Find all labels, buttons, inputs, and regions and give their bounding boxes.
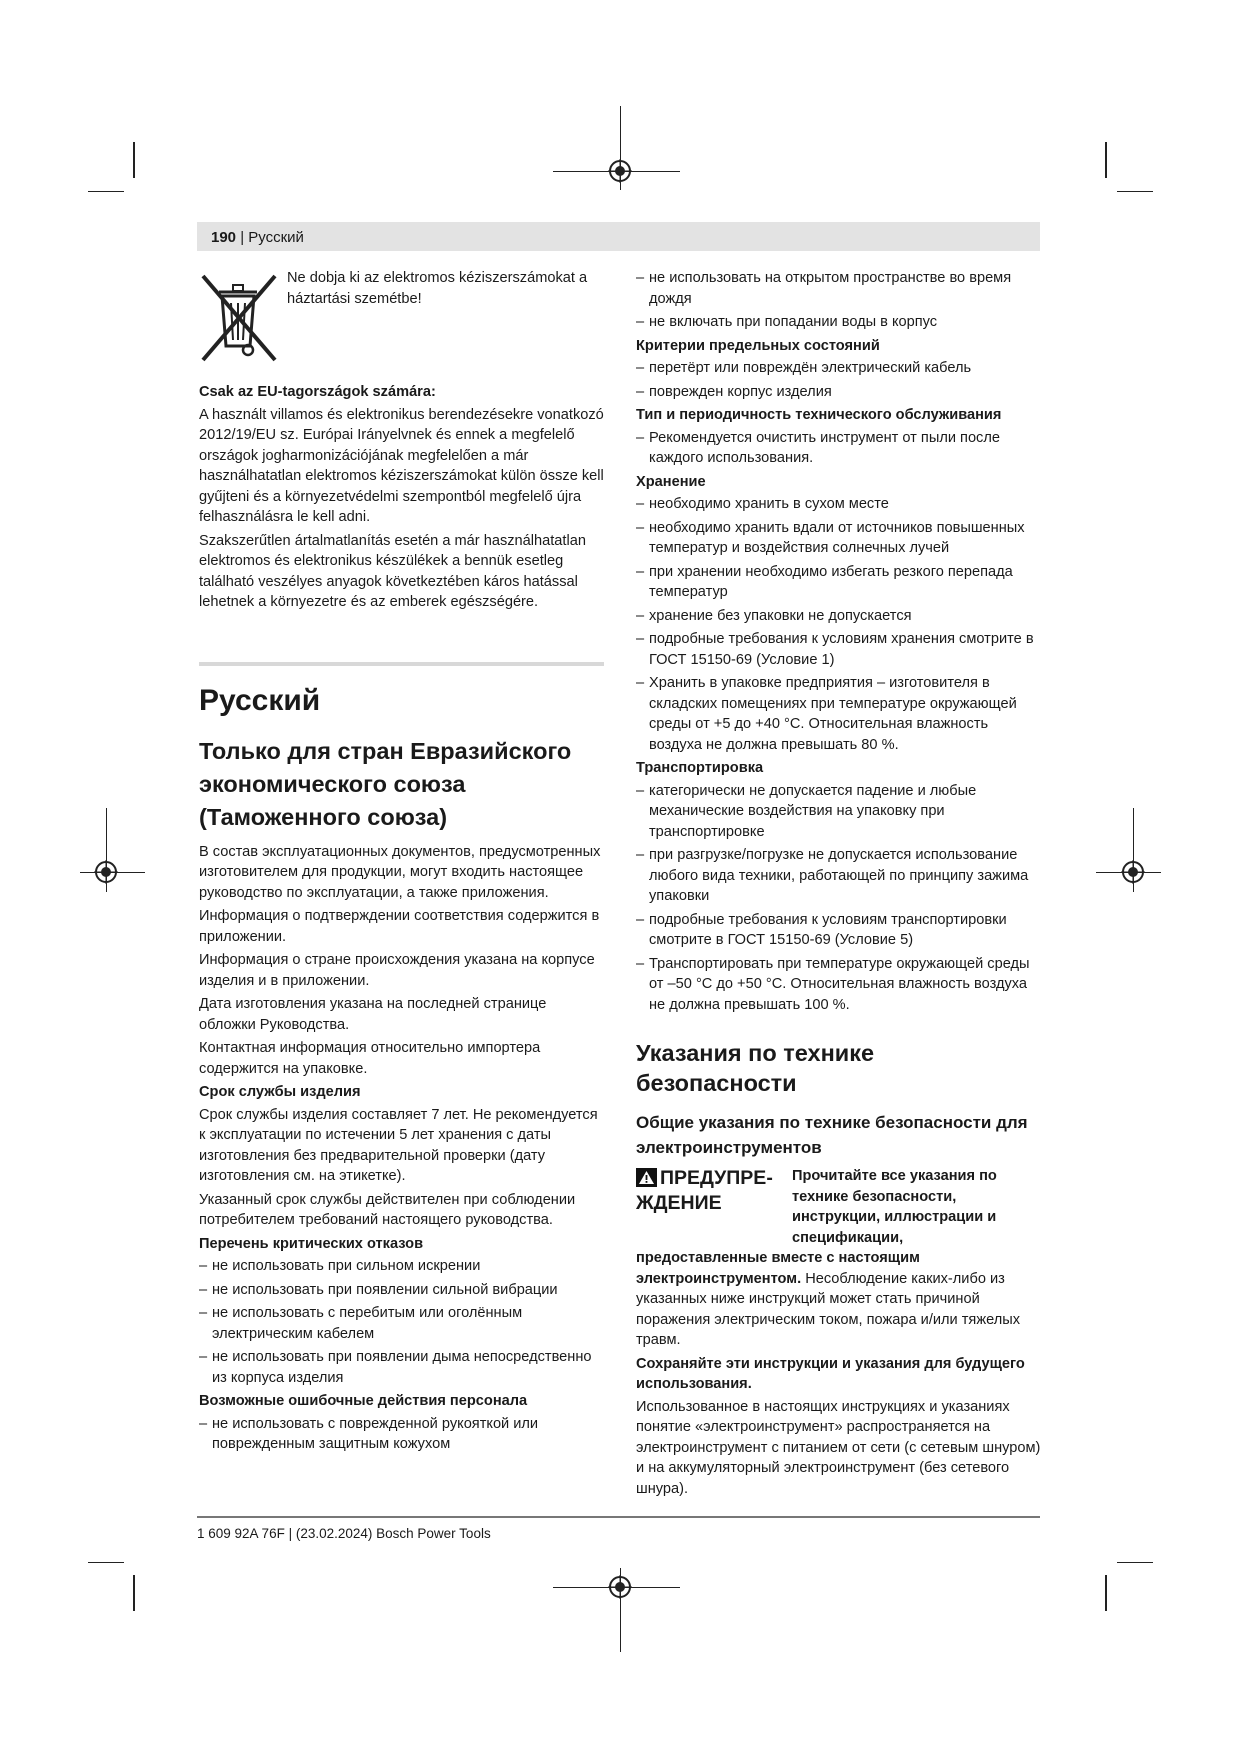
- weee-notice-text: Ne dobja ki az elektromos kéziszerszámokat a háztartási szemétbe!: [287, 270, 588, 307]
- list-item: – категорически не допускается падение и любые механические воздействия на упаковку при транспортировке: [636, 782, 977, 840]
- list-item: – подробные требования к условиям хранения смотрите в ГОСТ 15150-69 (Условие 1): [636, 631, 1034, 668]
- general-safety-heading: Общие указания по технике безопасности для электроинструментов: [636, 1113, 1028, 1157]
- footer-rule: [197, 1516, 1040, 1518]
- language-title: Русский: [199, 683, 321, 717]
- crop-mark: [1105, 142, 1107, 178]
- right-column: [636, 268, 1041, 1502]
- service-life-heading: Срок службы изделия: [199, 1084, 361, 1100]
- list-item: – Транспортировать при температуре окружающей среды от –50 °C до +50 °C. Относительная влажность воздуха не должна превышать 100 %.: [636, 955, 1030, 1013]
- crop-mark: [1105, 1575, 1107, 1611]
- list-item: – не включать при попадании воды в корпус: [636, 314, 938, 330]
- list-item: – не использовать с поврежденной рукояткой или поврежденным защитным кожухом: [199, 1415, 539, 1452]
- page-number: 190: [211, 229, 237, 246]
- keep-instructions-heading: Сохраняйте эти инструкции и указания для будущего использования.: [636, 1355, 1025, 1392]
- warning-block: [636, 1166, 1041, 1248]
- left-column: [199, 268, 604, 1458]
- registration-mark-icon: [608, 1575, 632, 1599]
- eaeu-heading: Только для стран Евразийского экономического союза (Таможенного союза): [199, 737, 572, 830]
- crop-mark: [88, 191, 124, 192]
- maintenance-heading: Тип и периодичность технического обслуживания: [636, 407, 1002, 423]
- crop-mark: [1117, 191, 1153, 192]
- crop-mark: [88, 1562, 124, 1563]
- list-item: – не использовать на открытом пространстве во время дождя: [636, 270, 1012, 307]
- eu-paragraph: A használt villamos és elektronikus berendezésekre vonatkozó 2012/19/EU sz. Európai Irányelvnek és ennek a megfelelő országok jogharmonizációjának megfelelően a már használhatatlan elektromos kéziszerszámokat külön össze kell gyűjteni és a környezetvédelmi szempontból megfelelő újra felhasználásra le kell adni.: [199, 406, 604, 525]
- warning-intro-bold: Прочитайте все указания по технике безопасности, инструкции, иллюстрации и спецификации,: [792, 1168, 997, 1246]
- critical-failures-heading: Перечень критических отказов: [199, 1235, 424, 1252]
- section-divider: [199, 662, 604, 666]
- list-item: – при хранении необходимо избегать резкого перепада температур: [636, 563, 1013, 600]
- transport-heading: Транспортировка: [636, 760, 764, 776]
- warning-triangle-icon: [636, 1168, 657, 1187]
- list-item: – поврежден корпус изделия: [636, 383, 832, 400]
- crop-mark: [133, 1575, 135, 1611]
- header-separator: |: [236, 229, 249, 246]
- page-header-bar: [197, 222, 1040, 251]
- warning-label: ПРЕДУПРЕ-ЖДЕНИЕ: [636, 1167, 773, 1214]
- limit-states-heading: Критерии предельных состояний: [636, 337, 880, 354]
- service-life-paragraph: Срок службы изделия составляет 7 лет. Не рекомендуется к эксплуатации по истечении 5 лет хранения с даты изготовления без предварительной проверки (дату изготовления см. на этикетке).: [199, 1106, 598, 1184]
- crossed-out-wheelie-bin-icon: [199, 268, 285, 368]
- list-item: – при разгрузке/погрузке не допускается использование любого вида техники, работающей по принципу зажима упаковки: [636, 847, 1029, 904]
- intro-paragraph: В состав эксплуатационных документов, предусмотренных изготовителем для продукции, могут входить настоящее руководство по эксплуатации, а также приложения.: [199, 843, 601, 901]
- list-item: – необходимо хранить вдали от источников повышенных температур и воздействия солнечных лучей: [636, 519, 1025, 556]
- registration-mark-icon: [1121, 860, 1145, 884]
- list-item: – Хранить в упаковке предприятия – изготовителя в складских помещениях при температуре окружающей среды от +5 до +40 °C. Относительная влажность воздуха не должна превышать 80 %.: [636, 675, 1017, 753]
- list-item: – подробные требования к условиям транспортировки смотрите в ГОСТ 15150-69 (Условие 5): [636, 911, 1007, 948]
- intro-paragraph: Дата изготовления указана на последней странице обложки Руководства.: [199, 996, 547, 1033]
- intro-paragraph: Информация о стране происхождения указана на корпусе изделия и в приложении.: [199, 952, 595, 989]
- registration-mark-icon: [608, 159, 632, 183]
- personnel-errors-heading: Возможные ошибочные действия персонала: [199, 1393, 528, 1409]
- list-item: – Рекомендуется очистить инструмент от пыли после каждого использования.: [636, 429, 1000, 466]
- eu-heading: Csak az EU-tagországok számára:: [199, 384, 436, 400]
- list-item: – не использовать при появлении дыма непосредственно из корпуса изделия: [199, 1349, 592, 1386]
- intro-paragraph: Информация о подтверждении соответствия содержится в приложении.: [199, 908, 600, 945]
- page-header: [211, 229, 304, 247]
- crop-mark: [1117, 1562, 1153, 1563]
- list-item: – необходимо хранить в сухом месте: [636, 496, 889, 512]
- page-footer: 1 609 92A 76F | (23.02.2024) Bosch Power Tools: [197, 1526, 491, 1541]
- registration-mark-icon: [94, 860, 118, 884]
- crop-mark: [133, 142, 135, 178]
- service-life-paragraph: Указанный срок службы действителен при соблюдении потребителем требований настоящего руководства.: [199, 1191, 576, 1228]
- list-item: – хранение без упаковки не допускается: [636, 607, 912, 624]
- list-item: – перетёрт или повреждён электрический кабель: [636, 360, 972, 376]
- storage-heading: Хранение: [636, 473, 706, 490]
- intro-paragraph: Контактная информация относительно импортера содержится на упаковке.: [199, 1040, 541, 1077]
- list-item: – не использовать при сильном искрении: [199, 1258, 481, 1274]
- list-item: – не использовать при появлении сильной вибрации: [199, 1281, 558, 1298]
- safety-title: Указания по технике безопасности: [636, 1040, 875, 1096]
- eu-paragraph: Szakszerűtlen ártalmatlanítás esetén a már használhatatlan elektromos és elektronikus készülékek a bennük esetleg található veszélyes anyagok következtében káros hatással lehetnek a környezetre és az emberek egészségére.: [199, 532, 586, 610]
- weee-notice: [199, 268, 604, 368]
- term-paragraph: Использованное в настоящих инструкциях и указаниях понятие «электроинструмент» распространяется на электроинструмент с питанием от сети (с сетевым шнуром) и на аккумуляторный электроинструмент (без сетевого шнура).: [636, 1398, 1041, 1497]
- list-item: – не использовать с перебитым или оголённым электрическим кабелем: [199, 1305, 523, 1342]
- header-language: Русский: [248, 229, 304, 246]
- warning-paragraph: предоставленные вместе с настоящим электроинструментом. Несоблюдение каких-либо из указанных ниже инструкций может стать причиной поражения электрическим током, пожара и/или тяжелых травм.: [636, 1250, 1021, 1348]
